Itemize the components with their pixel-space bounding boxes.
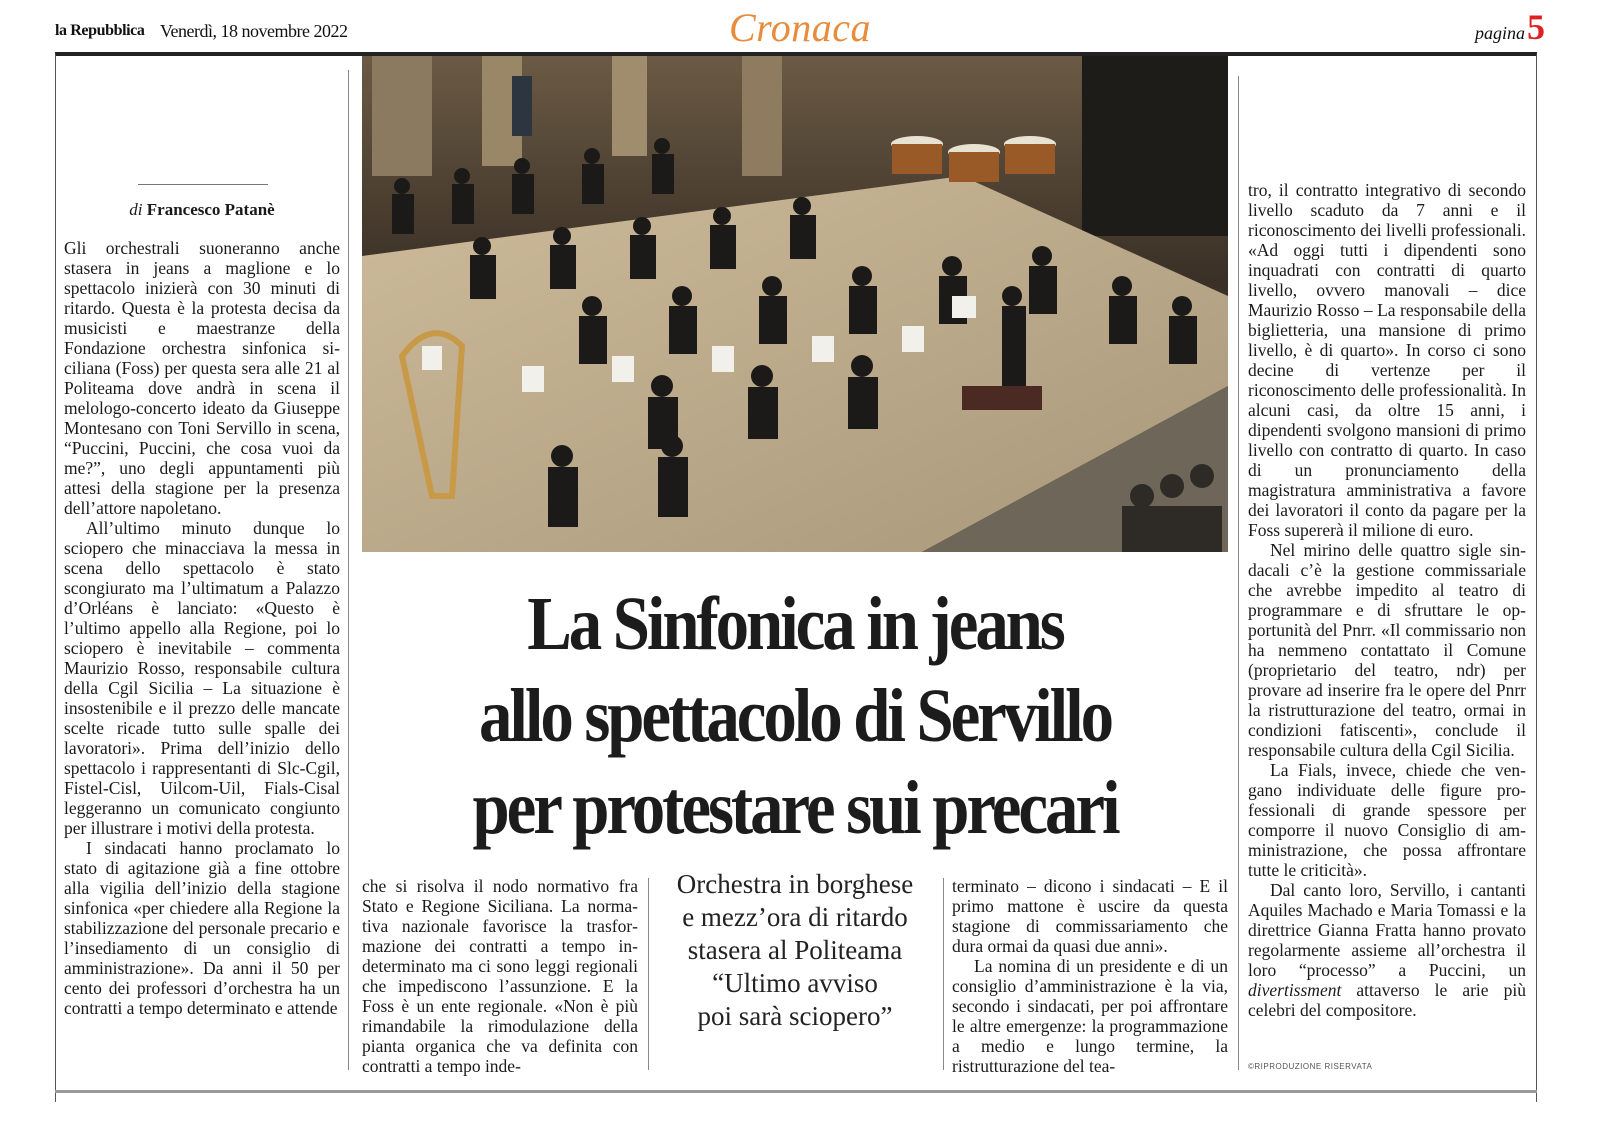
headline-line: allo spettacolo di Servillo xyxy=(478,674,1112,758)
bottom-rule xyxy=(55,1090,1537,1093)
column-rule-mid1 xyxy=(648,878,649,1070)
paragraph: terminato – dicono i sindacati – E il primo mattone è uscire da questa stagione di commissariamento che dura ormai da quasi due anni». xyxy=(952,876,1228,956)
subhead-line: poi sarà sciopero” xyxy=(697,1001,893,1031)
copyright-notice: ©RIPRODUZIONE RISERVATA xyxy=(1248,1062,1373,1071)
paragraph: La Fials, invece, chiede che vengano individuate delle figure professionali di grande spessore per comporre il nuovo Consiglio di amministrazione, che possa affrontare tutte le criticità». xyxy=(1248,760,1526,880)
issue-date: Venerdì, 18 novembre 2022 xyxy=(160,21,348,41)
article-column-2 xyxy=(362,876,638,1076)
italic-term: divertissment xyxy=(1248,980,1342,1000)
text-run: attaverso le arie più celebri del compositore. xyxy=(1248,980,1526,1020)
subhead-line: Orchestra in borghese xyxy=(676,869,914,899)
page-number xyxy=(1475,6,1545,48)
byline-prefix: di xyxy=(129,200,143,219)
headline-line: La Sinfonica in jeans xyxy=(527,582,1063,666)
article-column-3 xyxy=(952,876,1228,1076)
photo-illustration xyxy=(362,56,1228,552)
text-run: Dal canto loro, Servillo, i cantanti Aquiles Machado e Maria Tomassi e la direttrice Gianna Fratta hanno provato regolarmente assieme all’orchestra il loro “processo” a Puccini, un xyxy=(1248,880,1526,980)
newspaper-brand: la Repubblica xyxy=(55,22,145,39)
article-column-4 xyxy=(1248,180,1526,1020)
subhead-line: stasera al Politeama xyxy=(687,935,903,965)
paragraph: Gli orchestrali suoneranno anche stasera in jeans a maglione e lo spettacolo inizierà con 30 minuti di ritardo. Questa è la protesta decisa da musicisti e maestranze della Fondazione orchestra sinfonica siciliana (Foss) per questa sera alle 21 al Politeama dove andrà in scena il melologo-concerto ideato da Giuseppe Montesano con Toni Servillo in scena, “Puccini, Puccini, che cosa vuoi da me?”, uno degli appuntamenti più attesi della stagione per la presenza dell’attore napoletano. xyxy=(64,238,340,518)
paragraph: tro, il contratto integrativo di secondo livello scaduto da 7 anni e il riconoscimento dei livelli professionali. «Ad oggi tutti i dipendenti sono inquadrati con contratti di quarto livello, ovvero manovali – dice Maurizio Rosso – La responsabile della biglietteria, una mansione di primo livello, è di quarto». In corso ci sono decine di vertenze per il riconoscimento delle professionalità. In alcuni casi, da oltre 15 anni, i dipendenti svolgono mansioni di primo livello con contratto di quarto. In caso di un pronunciamento della magistratura amministrativa a favore dei lavoratori il conto da pagare per la Foss supererà il milione di euro. xyxy=(1248,180,1526,540)
byline-divider xyxy=(138,184,268,185)
paragraph: La nomina di un presidente e di un consiglio d’amministrazione è la via, secondo i sindacati, per poi affrontare le altre emergenze: la programmazione a medio e lungo termine, la ristrutturazione del tea- xyxy=(952,956,1228,1076)
page-label: pagina xyxy=(1474,23,1525,43)
byline xyxy=(64,200,340,220)
column-rule-right xyxy=(1238,76,1239,1070)
subhead-line: e mezz’ora di ritardo xyxy=(682,902,908,932)
article-column-1 xyxy=(64,238,340,1018)
orchestra-photo xyxy=(362,56,1228,552)
page-number-value: 5 xyxy=(1527,7,1545,47)
paragraph: All’ultimo minuto dunque lo sciopero che minacciava la messa in scena dello spettacolo è stato scongiurato ma l’ultimatum a Palazzo d’Orléans è lanciato: «Questo è l’ultimo appello alla Regione, poi lo sciopero è inevitabile – commenta Maurizio Rosso, responsabile cultura della Cgil Sicilia – La situazione è insostenibile e il prezzo delle mancate scelte ricade tutto sulle spalle dei lavoratori». Prima dell’inizio dello spettacolo i rappresentanti di Slc-Cgil, Fistel-Cisl, Uilcom-Uil, Fials-Cisal leggeranno un comunicato congiunto per illustrare i motivi della protesta. xyxy=(64,518,340,838)
headline-line: per protestare sui precari xyxy=(472,766,1118,850)
headline xyxy=(414,578,1176,854)
paragraph: che si risolva il nodo normativo fra Stato e Regione Siciliana. La normativa nazionale favorisce la trasformazione dei contratti a tempo indeterminato ma ci sono leggi regionali che impediscono l’assunzione. E la Foss è un ente regionale. «Non è più rimandabile la rimodulazione della pianta organica che va definita con contratti a tempo inde- xyxy=(362,876,638,1076)
paragraph: Nel mirino delle quattro sigle sindacali c’è la gestione commissariale che avrebbe impedito al teatro di programmare e di sfruttare le opportunità del Pnrr. «Il commissario non ha nemmeno contattato il Comune (proprietario del teatro, ndr) per provare ad inserire fra le opere del Pnrr la ristrutturazione del teatro, ormai in condizioni fatiscenti», conclude il responsabile cultura della Cgil Sicilia. xyxy=(1248,540,1526,760)
column-rule-left xyxy=(348,70,349,1070)
column-rule-mid2 xyxy=(943,878,944,1070)
section-title: Cronaca xyxy=(728,5,871,50)
byline-author: Francesco Patanè xyxy=(146,200,275,219)
masthead xyxy=(0,0,1600,52)
subhead-line: “Ultimo avviso xyxy=(712,968,878,998)
subheadline xyxy=(650,868,940,1033)
paragraph-final xyxy=(1248,880,1526,1020)
paragraph: I sindacati hanno proclamato lo stato di agitazione già a fine ottobre alla vigilia dell’inizio della stagione sinfonica «per chiedere alla Regione la stabilizzazione del personale precario e l’insediamento di un consiglio di amministrazione». Da anni il 50 per cento dei professori d’orchestra ha un contratti a tempo determinato e attende xyxy=(64,838,340,1018)
